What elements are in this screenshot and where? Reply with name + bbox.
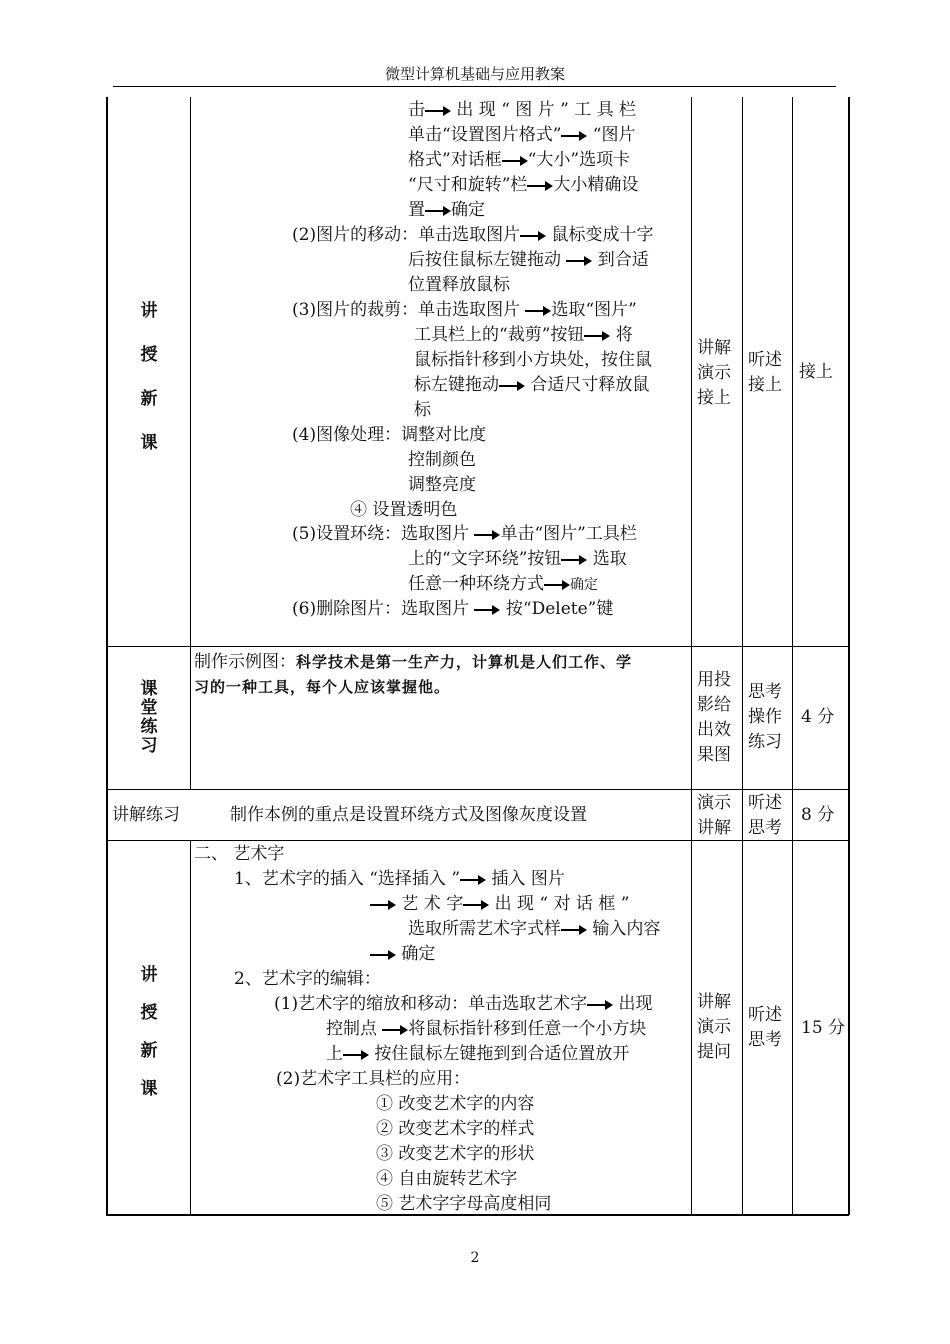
content-text: 到合适 — [592, 250, 649, 270]
arrow-right-icon — [425, 206, 451, 216]
content-line — [326, 1044, 629, 1064]
content-text: 位置释放鼠标 — [408, 275, 510, 295]
content-text: 上的“文字环绕”按钮 — [408, 549, 562, 569]
column-divider — [742, 97, 743, 1215]
practice-text-line-2: 习的一种工具，每个人应该掌握他。 — [194, 678, 451, 696]
content-text: 单击“设置图片格式” — [408, 125, 562, 145]
content-line — [376, 1144, 534, 1164]
student-cell: 听述 思考 — [748, 793, 782, 838]
time-cell: 4 分 — [801, 707, 835, 727]
content-line — [414, 375, 649, 395]
content-line — [408, 450, 476, 470]
content-text: 将 — [610, 325, 633, 345]
section-char: 堂 — [140, 698, 158, 718]
content-line — [408, 250, 649, 270]
content-text: (2)图片的移动：单击选取图片 — [292, 225, 521, 245]
method-cell: 演示 讲解 — [697, 793, 731, 838]
content-text: 确定 — [396, 944, 436, 964]
content-line — [376, 1094, 534, 1114]
content-text: 出现 — [613, 994, 653, 1014]
content-text: (1)艺术字的缩放和移动：单击选取艺术字 — [274, 994, 588, 1014]
content-line — [292, 300, 637, 320]
content-text: 格式”对话框 — [408, 150, 502, 170]
content-text: 鼠标变成十字 — [546, 225, 654, 245]
method-cell: 用投 影给 出效 果图 — [697, 670, 731, 765]
content-line — [408, 574, 598, 595]
column-divider — [691, 97, 692, 1215]
content-line — [350, 500, 457, 520]
time-cell: 15 分 — [801, 1018, 846, 1038]
content-text: 控制点 — [326, 1019, 383, 1039]
student-cell: 听述 思考 — [748, 1005, 782, 1050]
content-line — [408, 175, 638, 195]
content-text: (3)图片的裁剪：单击选取图片 — [292, 300, 526, 320]
arrow-right-icon — [561, 131, 587, 141]
table-bottom-border — [106, 1214, 849, 1216]
content-text: “大小”选项卡 — [527, 150, 631, 170]
content-line — [408, 125, 636, 145]
arrow-right-icon — [566, 256, 592, 266]
content-line — [376, 1194, 551, 1214]
column-divider — [792, 97, 793, 1215]
section-char: 习 — [140, 736, 158, 756]
practice-prefix: 制作示例图： — [194, 652, 296, 672]
method-cell: 讲解 演示 提问 — [697, 992, 731, 1062]
arrow-right-icon — [561, 925, 587, 935]
content-line — [292, 599, 613, 619]
content-text: (4)图像处理：调整对比度 — [292, 425, 487, 445]
content-line — [414, 400, 431, 420]
method-cell: 讲解 演示 接上 — [697, 338, 731, 408]
section-char: 授 — [140, 345, 158, 365]
section-char: 新 — [140, 389, 158, 409]
section-char: 练 — [140, 717, 158, 737]
section-char: 讲 — [140, 301, 158, 321]
content-text: 控制颜色 — [408, 450, 476, 470]
content-text: 鼠标指针移到小方块处，按住鼠 — [414, 350, 652, 370]
arrow-right-icon — [527, 181, 553, 191]
arrow-right-icon — [520, 231, 546, 241]
table-left-border — [106, 97, 108, 1215]
column-divider — [190, 97, 191, 789]
content-line — [234, 869, 565, 889]
student-cell: 听述 接上 — [748, 350, 782, 395]
content-text: (6)删除图片：选取图片 — [292, 599, 475, 619]
content-text: 选取“图片” — [551, 300, 637, 320]
content-line — [292, 524, 637, 544]
page-number: 2 — [470, 1250, 480, 1266]
content-text: 确定 — [451, 200, 485, 220]
arrow-right-icon — [370, 900, 396, 910]
content-text: 确定 — [570, 577, 598, 593]
content-text: 选取所需艺术字式样 — [408, 919, 561, 939]
content-text: ① 改变艺术字的内容 — [376, 1094, 535, 1114]
content-text: (5)设置环绕：选取图片 — [292, 524, 475, 544]
time-cell: 8 分 — [801, 805, 835, 825]
content-text: ④ 自由旋转艺术字 — [376, 1169, 518, 1189]
arrow-right-icon — [474, 530, 500, 540]
content-line — [408, 475, 476, 495]
content-text: 按“Delete”键 — [500, 599, 614, 619]
content-line — [234, 969, 381, 989]
content-line — [408, 200, 485, 220]
row3-label: 讲解练习 — [112, 805, 180, 825]
content-line — [292, 425, 486, 445]
column-divider — [190, 840, 191, 1215]
time-cell: 接上 — [799, 362, 833, 382]
content-line — [408, 150, 630, 170]
content-text: 二、 艺术字 — [194, 844, 285, 864]
content-text: 2、艺术字的编辑： — [234, 969, 381, 989]
arrow-right-icon — [370, 950, 396, 960]
section-char: 课 — [140, 679, 158, 699]
section-char: 课 — [140, 1079, 158, 1099]
arrow-right-icon — [425, 106, 451, 116]
content-text: (2)艺术字工具栏的应用： — [276, 1069, 471, 1089]
arrow-right-icon — [544, 580, 570, 590]
content-text: 合适尺寸释放鼠 — [525, 375, 650, 395]
content-text: 调整亮度 — [408, 475, 476, 495]
header-rule — [113, 86, 836, 87]
section-char: 新 — [140, 1041, 158, 1061]
content-text: ④ 设置透明色 — [350, 500, 458, 520]
arrow-right-icon — [525, 306, 551, 316]
arrow-right-icon — [382, 1025, 408, 1035]
row-divider — [106, 789, 849, 790]
student-cell: 思考 操作 练习 — [748, 682, 782, 752]
content-text: ② 改变艺术字的样式 — [376, 1119, 535, 1139]
content-line — [376, 1169, 517, 1189]
row3-content: 制作本例的重点是设置环绕方式及图像灰度设置 — [230, 805, 587, 825]
section-char: 课 — [140, 433, 158, 453]
content-text: 击 — [408, 100, 425, 120]
content-line — [274, 994, 653, 1014]
content-text: 工具栏上的“裁剪”按钮 — [414, 325, 585, 345]
content-line — [276, 1069, 470, 1089]
section-char: 讲 — [140, 965, 158, 985]
content-text: 选取 — [587, 549, 627, 569]
practice-text-line-1 — [194, 652, 632, 672]
arrow-right-icon — [502, 156, 528, 166]
content-line — [408, 919, 660, 939]
arrow-right-icon — [460, 875, 486, 885]
arrow-right-icon — [584, 331, 610, 341]
page-header-title: 微型计算机基础与应用教案 — [384, 65, 565, 83]
arrow-right-icon — [561, 555, 587, 565]
content-text: 单击“图片”工具栏 — [500, 524, 637, 544]
section-char: 授 — [140, 1003, 158, 1023]
content-text: 将鼠标指针移到任意一个小方块 — [408, 1019, 647, 1039]
content-line — [370, 944, 435, 964]
content-text: 出 现 “ 图 片 ” 工 具 栏 — [451, 100, 637, 120]
content-text: 任意一种环绕方式 — [408, 574, 544, 594]
content-line — [376, 1119, 534, 1139]
arrow-right-icon — [343, 1050, 369, 1060]
table-right-border — [848, 97, 850, 1215]
content-line — [408, 275, 510, 295]
row-divider — [106, 646, 849, 647]
arrow-right-icon — [587, 1000, 613, 1010]
content-line — [414, 350, 652, 370]
content-line — [414, 325, 633, 345]
arrow-right-icon — [463, 900, 489, 910]
content-text: 艺 术 字 — [396, 894, 464, 914]
content-text: 后按住鼠标左键拖动 — [408, 250, 567, 270]
content-text: 上 — [326, 1044, 343, 1064]
row-divider — [106, 840, 849, 841]
content-text: “尺寸和旋转”栏 — [408, 175, 528, 195]
content-text: 大小精确设 — [553, 175, 639, 195]
content-text: 置 — [408, 200, 425, 220]
arrow-right-icon — [474, 605, 500, 615]
practice-bold-text: 科学技术是第一生产力，计算机是人们工作、学 — [296, 653, 633, 671]
content-text: 标 — [414, 400, 431, 420]
content-line — [370, 894, 629, 914]
content-text: 输入内容 — [587, 919, 661, 939]
content-line — [292, 225, 654, 245]
content-text: ③ 改变艺术字的形状 — [376, 1144, 535, 1164]
content-line — [194, 844, 284, 864]
content-line — [326, 1019, 646, 1039]
content-line — [408, 549, 627, 569]
content-line — [408, 100, 636, 120]
content-text: “图片 — [587, 125, 636, 145]
content-text: 按住鼠标左键拖到到合适位置放开 — [369, 1044, 630, 1064]
arrow-right-icon — [499, 381, 525, 391]
content-text: 标左键拖动 — [414, 375, 499, 395]
content-text: 插入 图片 — [486, 869, 565, 889]
content-text: 出 现 “ 对 话 框 ” — [489, 894, 630, 914]
content-text: ⑤ 艺术字字母高度相同 — [376, 1194, 552, 1214]
content-text: 1、艺术字的插入 “选择插入 ” — [234, 869, 461, 889]
